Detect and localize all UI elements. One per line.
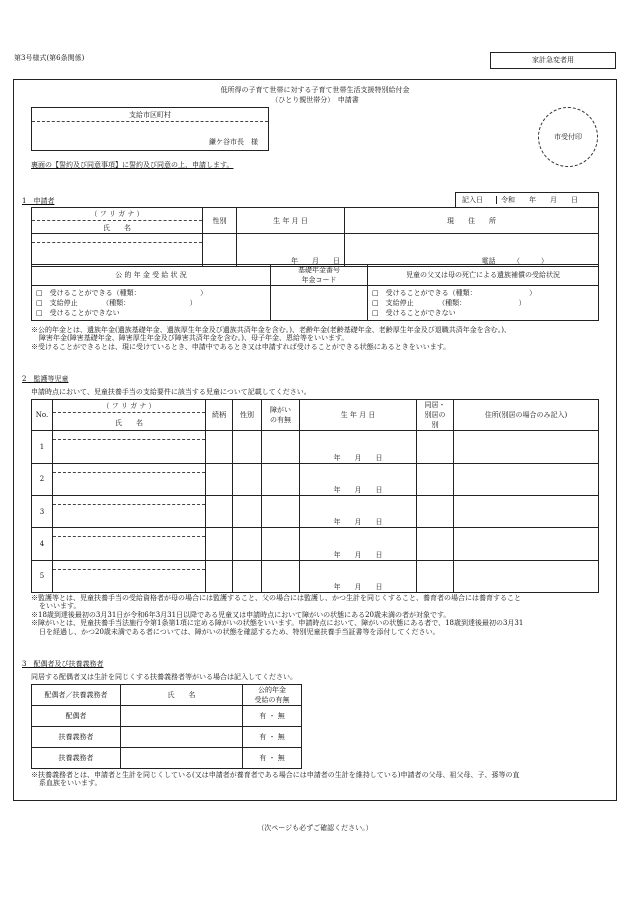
note-custody: ※監護等とは、児童扶養手当の受給資格者が母の場合には監護すること、父の場合には監護し、かつ生計を同じくすること、養育者の場合には養育すること <box>31 594 521 602</box>
applicant-table <box>31 207 599 267</box>
pension-code-cell[interactable] <box>271 286 368 321</box>
phone-label: 電話 （ ） <box>481 257 548 265</box>
row-address-cell[interactable] <box>454 495 599 527</box>
survivor-option-1[interactable]: □ 受けることができる（種類： ） <box>372 289 537 297</box>
row-birth-ymd: 年 月 日 <box>333 453 383 462</box>
pension-option-3[interactable]: □ 受けることができない <box>36 309 120 317</box>
row-cohabit-cell[interactable] <box>417 528 454 560</box>
consent-text: 裏面の【誓約及び同意事項】に誓約及び同意の上、申請します。 <box>31 161 234 169</box>
sex-cell[interactable] <box>203 234 237 267</box>
name-cell[interactable] <box>32 234 203 267</box>
row-yesno[interactable]: 有 ・ 無 <box>243 727 302 748</box>
table-row <box>32 463 599 495</box>
footer-note: （次ページも必ずご確認ください。） <box>257 824 373 832</box>
table-row <box>32 748 302 769</box>
table-row <box>32 431 599 463</box>
addressee-name: 鎌ケ谷市長 様 <box>209 138 258 146</box>
row-name-cell[interactable] <box>53 560 206 592</box>
col-disability-2: の有無 <box>270 416 291 425</box>
row-disability-cell[interactable] <box>262 495 300 527</box>
row-disability-cell[interactable] <box>262 431 300 463</box>
section2-heading: 2 監護等児童 <box>22 375 69 383</box>
address-cell[interactable] <box>345 234 599 267</box>
corner-tag: 家計急変者用 <box>490 52 616 69</box>
birth-cell[interactable] <box>237 234 345 267</box>
note-receivable: ※受けることができるとは、現に受けているとき、申請中であるとき又は申請すれば受けることができる状態にあるときをいいます。 <box>31 342 451 351</box>
section2-notes <box>31 594 611 636</box>
col-pension-1: 公的年金 <box>258 686 286 694</box>
section3-heading: 3 配偶者及び扶養義務者 <box>22 660 104 668</box>
note-dependents: ※扶養義務者とは、申請者と生計を同じくしている(又は申請者が養育者である場合には申請者の生計を維持している)申請者の父母、祖父母、子、孫等の直 <box>31 771 520 779</box>
entry-date-label: 記入日 <box>462 196 483 204</box>
col-name: 氏 名 <box>115 419 143 427</box>
row-relation-cell[interactable] <box>206 560 233 592</box>
row-birth-ymd: 年 月 日 <box>333 518 383 527</box>
section1-notes <box>31 326 611 351</box>
col-cohabit-3: 別 <box>431 421 439 430</box>
row-address-cell[interactable] <box>454 431 599 463</box>
row-relation-cell[interactable] <box>206 431 233 463</box>
row-name-cell[interactable] <box>53 431 206 463</box>
note-disability-cont: 日を経過し、かつ20歳未満である者については、障がいの状態を確認するため、特別児童扶養手当証書等を添付してください。 <box>39 627 440 636</box>
row-no: 2 <box>32 463 53 495</box>
receipt-stamp-label: 市受付印 <box>554 133 582 141</box>
row-birth-cell[interactable] <box>300 463 417 495</box>
col-sex: 性別 <box>233 400 262 431</box>
row-no: 1 <box>32 431 53 463</box>
row-birth-cell[interactable] <box>300 560 417 592</box>
title-line2: （ひとり親世帯分） 申請書 <box>271 96 359 104</box>
note-pension: ※公的年金とは、遺族年金(遺族基礎年金、遺族厚生年金及び遺族共済年金を含む。)、老齢年金(老齢基礎年金、老齢厚生年金及び退職共済年金を含む。)、 <box>31 326 511 334</box>
furigana-header: （ フ リ ガ ナ ） <box>32 208 202 221</box>
table-row <box>32 560 599 592</box>
row-birth-cell[interactable] <box>300 528 417 560</box>
note-age: ※18歳到達後最初の3月31日が令和6年3月31日以降である児童又は申請時点において障がいの状態にある20歳未満の者が対象です。 <box>31 610 451 619</box>
basic-pension-no-header: 基礎年金番号 <box>298 266 340 274</box>
row-cohabit-cell[interactable] <box>417 431 454 463</box>
row-relation-cell[interactable] <box>206 495 233 527</box>
row-name-cell[interactable] <box>121 748 243 769</box>
table-row <box>32 706 302 727</box>
row-birth-cell[interactable] <box>300 495 417 527</box>
section2-intro: 申請時点において、児童扶養手当の支給要件に該当する児童について記載してください。 <box>31 388 311 396</box>
pension-code-header: 年金コード <box>301 276 337 284</box>
row-cohabit-cell[interactable] <box>417 560 454 592</box>
sex-header: 性別 <box>203 208 237 234</box>
spouse-table <box>31 684 302 769</box>
col-relation: 続柄 <box>206 400 233 431</box>
row-birth-ymd: 年 月 日 <box>333 583 383 591</box>
row-role: 扶養義務者 <box>32 727 121 748</box>
row-cohabit-cell[interactable] <box>417 495 454 527</box>
addressee-top: 支給市区町村 <box>32 111 268 122</box>
name-header: 氏 名 <box>103 224 131 232</box>
row-birth-cell[interactable] <box>300 431 417 463</box>
pension-option-2[interactable]: □ 支給停止 （種類： ） <box>36 299 197 307</box>
table-row <box>32 727 302 748</box>
row-cohabit-cell[interactable] <box>417 463 454 495</box>
row-name-cell[interactable] <box>121 727 243 748</box>
row-name-cell[interactable] <box>53 495 206 527</box>
row-yesno[interactable]: 有 ・ 無 <box>243 706 302 727</box>
row-disability-cell[interactable] <box>262 528 300 560</box>
entry-date-value[interactable]: 令和 年 月 日 <box>496 196 578 204</box>
entry-date-box <box>455 192 599 207</box>
row-role: 配偶者 <box>32 706 121 727</box>
row-address-cell[interactable] <box>454 560 599 592</box>
col-address: 住所(別居の場合のみ記入) <box>454 400 599 431</box>
section3-intro: 同居する配偶者又は生計を同じくする扶養義務者等がいる場合は記入してください。 <box>31 673 297 681</box>
row-yesno[interactable]: 有 ・ 無 <box>243 748 302 769</box>
row-sex-cell[interactable] <box>233 431 262 463</box>
row-birth-ymd: 年 月 日 <box>333 485 383 494</box>
birth-header: 生 年 月 日 <box>237 208 345 234</box>
col-spouse-name: 氏 名 <box>121 685 243 706</box>
row-sex-cell[interactable] <box>233 560 262 592</box>
row-relation-cell[interactable] <box>206 463 233 495</box>
row-disability-cell[interactable] <box>262 463 300 495</box>
survivor-status-header: 児童の父又は母の死亡による遺族補償の受給状況 <box>368 265 599 286</box>
note-dependents-cont: 系血族をいいます。 <box>39 779 102 788</box>
col-birth: 生 年 月 日 <box>300 400 417 431</box>
table-row <box>32 528 599 560</box>
col-disability-1: 障がい <box>270 406 291 415</box>
row-address-cell[interactable] <box>454 463 599 495</box>
survivor-option-2[interactable]: □ 支給停止 （種類： ） <box>372 299 526 307</box>
row-name-cell[interactable] <box>53 463 206 495</box>
form-number: 第3号様式(第6条関係) <box>14 54 85 62</box>
birth-ymd: 年 月 日 <box>291 257 340 265</box>
col-role: 配偶者／扶養義務者 <box>32 685 121 706</box>
col-cohabit-2: 別居の <box>424 411 446 420</box>
children-table <box>31 399 599 593</box>
row-address-cell[interactable] <box>454 528 599 560</box>
note-pension-cont: 障害年金(障害基礎年金、障害厚生年金及び障害共済年金を含む。)、母子年金、恩給等をいいます。 <box>39 334 349 343</box>
row-sex-cell[interactable] <box>233 528 262 560</box>
receipt-stamp-circle <box>538 107 598 167</box>
col-cohabit-1: 同居・ <box>424 401 446 410</box>
address-header: 現 住 所 <box>345 208 599 234</box>
row-sex-cell[interactable] <box>233 463 262 495</box>
col-pension-2: 受給の有無 <box>254 696 290 704</box>
survivor-option-3[interactable]: □ 受けることができない <box>372 309 456 317</box>
pension-option-1[interactable]: □ 受けることができる（種類： ） <box>36 289 208 297</box>
note-disability: ※障がいとは、児童扶養手当法施行令第1条第1項に定める障がいの状態をいいます。申請時点において、障がいの状態にある者で、18歳到達後最初の3月31 <box>31 619 524 628</box>
pension-table <box>31 264 599 321</box>
section3-notes <box>31 771 611 788</box>
row-sex-cell[interactable] <box>233 495 262 527</box>
row-relation-cell[interactable] <box>206 528 233 560</box>
col-furigana: （ フ リ ガ ナ ） <box>53 400 205 413</box>
row-disability-cell[interactable] <box>262 560 300 592</box>
title-line1: 低所得の子育て世帯に対する子育て世帯生活支援特別給付金 <box>220 86 410 94</box>
row-birth-ymd: 年 月 日 <box>333 550 383 559</box>
row-name-cell[interactable] <box>53 528 206 560</box>
addressee-box <box>31 107 269 151</box>
note-custody-cont: をいいます。 <box>39 602 81 611</box>
row-no: 5 <box>32 560 53 592</box>
row-role: 扶養義務者 <box>32 748 121 769</box>
section1-heading: 1 申請者 <box>22 197 55 205</box>
row-no: 3 <box>32 495 53 527</box>
col-no: No. <box>32 400 53 431</box>
pension-status-header: 公 的 年 金 受 給 状 況 <box>32 265 271 286</box>
row-no: 4 <box>32 528 53 560</box>
table-row <box>32 495 599 527</box>
row-name-cell[interactable] <box>121 706 243 727</box>
